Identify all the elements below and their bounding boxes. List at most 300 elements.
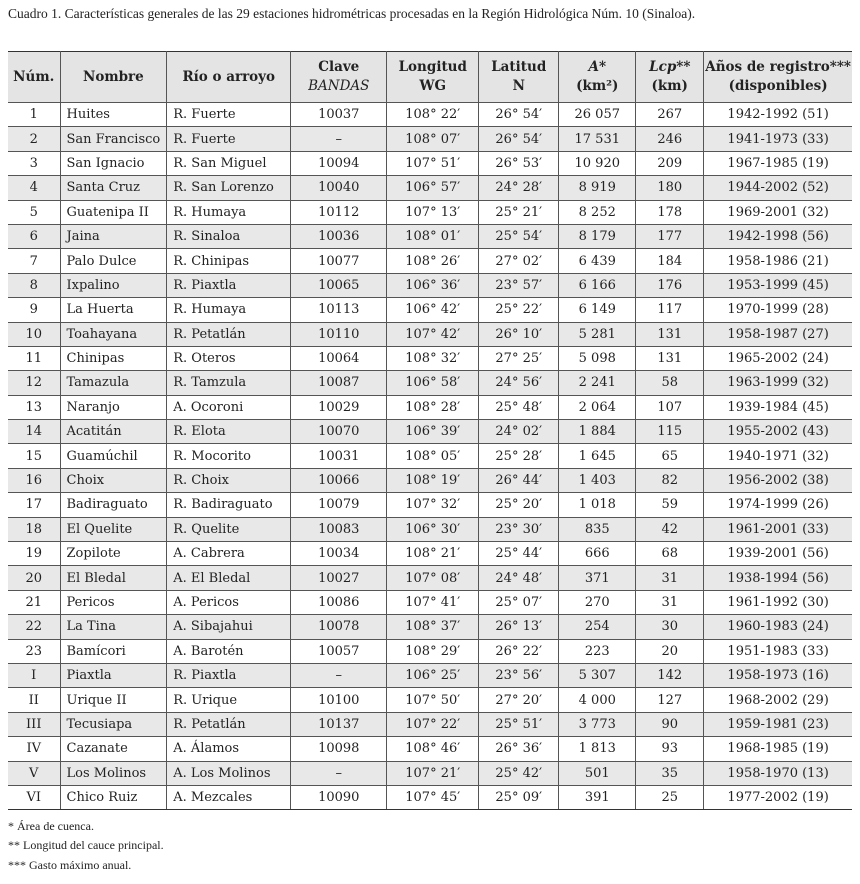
cell-latitud: 24° 56′ <box>479 371 559 395</box>
cell-nombre: Badiraguato <box>60 493 167 517</box>
cell-num: 3 <box>8 151 60 175</box>
table-row <box>8 322 852 346</box>
cell-longitud: 107° 32′ <box>387 493 479 517</box>
cell-area: 8 919 <box>559 176 636 200</box>
table-row <box>8 444 852 468</box>
cell-nombre: Los Molinos <box>60 761 167 785</box>
header-nombre: Nombre <box>60 52 167 103</box>
cell-clave: – <box>291 761 387 785</box>
table-row <box>8 566 852 590</box>
cell-anos: 1953-1999 (45) <box>704 273 852 297</box>
cell-clave: 10087 <box>291 371 387 395</box>
header-row <box>8 52 852 103</box>
table-row <box>8 737 852 761</box>
cell-anos: 1938-1994 (56) <box>704 566 852 590</box>
cell-anos: 1969-2001 (32) <box>704 200 852 224</box>
cell-nombre: El Quelite <box>60 517 167 541</box>
cell-latitud: 25° 44′ <box>479 542 559 566</box>
cell-longitud: 108° 32′ <box>387 346 479 370</box>
cell-longitud: 108° 01′ <box>387 224 479 248</box>
table-row <box>8 785 852 809</box>
footnote-lcp: ** Longitud del cauce principal. <box>8 838 164 852</box>
table-row <box>8 127 852 151</box>
cell-rio: A. Mezcales <box>167 785 291 809</box>
cell-lcp: 90 <box>636 712 704 736</box>
cell-area: 501 <box>559 761 636 785</box>
cell-rio: R. Humaya <box>167 200 291 224</box>
stations-table <box>8 51 852 810</box>
cell-anos: 1956-2002 (38) <box>704 468 852 492</box>
cell-latitud: 25° 07′ <box>479 590 559 614</box>
cell-num: 17 <box>8 493 60 517</box>
cell-area: 666 <box>559 542 636 566</box>
cell-area: 6 149 <box>559 298 636 322</box>
table-row <box>8 663 852 687</box>
cell-area: 10 920 <box>559 151 636 175</box>
table-row <box>8 712 852 736</box>
table-row <box>8 590 852 614</box>
cell-rio: R. Elota <box>167 420 291 444</box>
header-lat-line2: N <box>512 78 525 94</box>
cell-lcp: 131 <box>636 346 704 370</box>
cell-latitud: 23° 30′ <box>479 517 559 541</box>
table-row <box>8 395 852 419</box>
table-row <box>8 468 852 492</box>
cell-num: II <box>8 688 60 712</box>
cell-nombre: Bamícori <box>60 639 167 663</box>
cell-anos: 1967-1985 (19) <box>704 151 852 175</box>
cell-lcp: 142 <box>636 663 704 687</box>
table-row <box>8 493 852 517</box>
cell-anos: 1960-1983 (24) <box>704 615 852 639</box>
cell-area: 5 281 <box>559 322 636 346</box>
cell-anos: 1940-1971 (32) <box>704 444 852 468</box>
table-row <box>8 273 852 297</box>
cell-clave: 10079 <box>291 493 387 517</box>
header-anos-line2: (disponibles) <box>728 78 828 94</box>
cell-num: IV <box>8 737 60 761</box>
cell-latitud: 24° 02′ <box>479 420 559 444</box>
header-clave <box>291 52 387 103</box>
cell-lcp: 180 <box>636 176 704 200</box>
cell-area: 8 252 <box>559 200 636 224</box>
cell-latitud: 26° 36′ <box>479 737 559 761</box>
cell-anos: 1958-1986 (21) <box>704 249 852 273</box>
cell-num: 23 <box>8 639 60 663</box>
cell-nombre: Jaina <box>60 224 167 248</box>
cell-area: 270 <box>559 590 636 614</box>
cell-longitud: 106° 57′ <box>387 176 479 200</box>
cell-lcp: 246 <box>636 127 704 151</box>
cell-rio: R. Fuerte <box>167 127 291 151</box>
cell-num: 8 <box>8 273 60 297</box>
cell-nombre: Toahayana <box>60 322 167 346</box>
cell-num: 5 <box>8 200 60 224</box>
cell-lcp: 176 <box>636 273 704 297</box>
cell-latitud: 25° 51′ <box>479 712 559 736</box>
cell-clave: 10057 <box>291 639 387 663</box>
header-anos <box>704 52 852 103</box>
cell-rio: R. Tamzula <box>167 371 291 395</box>
table-row <box>8 151 852 175</box>
cell-clave: – <box>291 663 387 687</box>
cell-num: III <box>8 712 60 736</box>
table-row <box>8 688 852 712</box>
cell-nombre: Acatitán <box>60 420 167 444</box>
cell-anos: 1961-1992 (30) <box>704 590 852 614</box>
cell-clave: 10137 <box>291 712 387 736</box>
cell-anos: 1942-1998 (56) <box>704 224 852 248</box>
cell-nombre: La Tina <box>60 615 167 639</box>
header-lon-line1: Longitud <box>398 59 467 75</box>
cell-latitud: 25° 09′ <box>479 785 559 809</box>
cell-nombre: San Francisco <box>60 127 167 151</box>
cell-longitud: 107° 41′ <box>387 590 479 614</box>
cell-clave: 10066 <box>291 468 387 492</box>
cell-latitud: 24° 48′ <box>479 566 559 590</box>
cell-clave: 10112 <box>291 200 387 224</box>
cell-num: 20 <box>8 566 60 590</box>
cell-num: I <box>8 663 60 687</box>
cell-anos: 1942-1992 (51) <box>704 103 852 127</box>
cell-longitud: 107° 50′ <box>387 688 479 712</box>
table-row <box>8 371 852 395</box>
cell-clave: 10040 <box>291 176 387 200</box>
cell-area: 835 <box>559 517 636 541</box>
cell-clave: 10078 <box>291 615 387 639</box>
header-lat-line1: Latitud <box>491 59 547 75</box>
cell-lcp: 58 <box>636 371 704 395</box>
cell-latitud: 26° 13′ <box>479 615 559 639</box>
cell-clave: 10065 <box>291 273 387 297</box>
cell-rio: R. Humaya <box>167 298 291 322</box>
cell-area: 223 <box>559 639 636 663</box>
cell-nombre: Zopilote <box>60 542 167 566</box>
cell-area: 371 <box>559 566 636 590</box>
table-row <box>8 517 852 541</box>
cell-anos: 1958-1973 (16) <box>704 663 852 687</box>
cell-rio: R. Piaxtla <box>167 273 291 297</box>
cell-latitud: 26° 22′ <box>479 639 559 663</box>
cell-lcp: 31 <box>636 566 704 590</box>
table-row <box>8 542 852 566</box>
cell-nombre: El Bledal <box>60 566 167 590</box>
cell-lcp: 184 <box>636 249 704 273</box>
cell-area: 5 098 <box>559 346 636 370</box>
cell-area: 254 <box>559 615 636 639</box>
cell-clave: 10037 <box>291 103 387 127</box>
cell-clave: – <box>291 127 387 151</box>
cell-num: 16 <box>8 468 60 492</box>
footnote-area: * Área de cuenca. <box>8 819 94 833</box>
cell-num: 12 <box>8 371 60 395</box>
cell-lcp: 177 <box>636 224 704 248</box>
cell-area: 2 064 <box>559 395 636 419</box>
cell-rio: R. Choix <box>167 468 291 492</box>
cell-longitud: 108° 19′ <box>387 468 479 492</box>
cell-longitud: 108° 05′ <box>387 444 479 468</box>
cell-clave: 10110 <box>291 322 387 346</box>
header-num: Núm. <box>8 52 60 103</box>
cell-num: VI <box>8 785 60 809</box>
cell-area: 3 773 <box>559 712 636 736</box>
cell-lcp: 115 <box>636 420 704 444</box>
cell-clave: 10100 <box>291 688 387 712</box>
cell-anos: 1961-2001 (33) <box>704 517 852 541</box>
header-lon-line2: WG <box>419 78 447 94</box>
cell-latitud: 26° 53′ <box>479 151 559 175</box>
cell-clave: 10098 <box>291 737 387 761</box>
cell-num: 15 <box>8 444 60 468</box>
cell-longitud: 108° 07′ <box>387 127 479 151</box>
cell-latitud: 27° 02′ <box>479 249 559 273</box>
cell-num: 13 <box>8 395 60 419</box>
cell-area: 391 <box>559 785 636 809</box>
cell-anos: 1951-1983 (33) <box>704 639 852 663</box>
cell-rio: A. Pericos <box>167 590 291 614</box>
cell-area: 1 884 <box>559 420 636 444</box>
cell-latitud: 27° 25′ <box>479 346 559 370</box>
cell-num: 21 <box>8 590 60 614</box>
cell-longitud: 107° 08′ <box>387 566 479 590</box>
cell-latitud: 25° 54′ <box>479 224 559 248</box>
cell-rio: R. Quelite <box>167 517 291 541</box>
header-clave-line1: Clave <box>318 59 360 75</box>
cell-nombre: Huites <box>60 103 167 127</box>
cell-clave: 10027 <box>291 566 387 590</box>
header-rio: Río o arroyo <box>167 52 291 103</box>
cell-lcp: 30 <box>636 615 704 639</box>
cell-lcp: 267 <box>636 103 704 127</box>
cell-num: 1 <box>8 103 60 127</box>
cell-latitud: 23° 57′ <box>479 273 559 297</box>
header-area-line1: A* <box>588 59 607 75</box>
cell-longitud: 108° 26′ <box>387 249 479 273</box>
cell-clave: 10094 <box>291 151 387 175</box>
cell-rio: R. San Miguel <box>167 151 291 175</box>
cell-lcp: 131 <box>636 322 704 346</box>
cell-clave: 10083 <box>291 517 387 541</box>
header-anos-line1: Años de registro*** <box>705 59 851 75</box>
cell-latitud: 26° 44′ <box>479 468 559 492</box>
cell-longitud: 107° 13′ <box>387 200 479 224</box>
cell-clave: 10036 <box>291 224 387 248</box>
cell-area: 8 179 <box>559 224 636 248</box>
cell-nombre: Santa Cruz <box>60 176 167 200</box>
cell-latitud: 23° 56′ <box>479 663 559 687</box>
cell-clave: 10031 <box>291 444 387 468</box>
cell-longitud: 106° 58′ <box>387 371 479 395</box>
header-lcp-line1: Lcp** <box>649 59 691 75</box>
cell-lcp: 20 <box>636 639 704 663</box>
header-lcp-line2: (km) <box>651 78 688 94</box>
cell-nombre: Cazanate <box>60 737 167 761</box>
cell-nombre: San Ignacio <box>60 151 167 175</box>
cell-clave: 10034 <box>291 542 387 566</box>
cell-anos: 1955-2002 (43) <box>704 420 852 444</box>
cell-latitud: 26° 54′ <box>479 127 559 151</box>
table-row <box>8 420 852 444</box>
cell-anos: 1963-1999 (32) <box>704 371 852 395</box>
cell-rio: R. San Lorenzo <box>167 176 291 200</box>
cell-latitud: 25° 48′ <box>479 395 559 419</box>
cell-longitud: 106° 42′ <box>387 298 479 322</box>
cell-longitud: 108° 28′ <box>387 395 479 419</box>
cell-num: 18 <box>8 517 60 541</box>
header-clave-line2: BANDAS <box>308 78 370 94</box>
header-area-line2: (km²) <box>576 78 619 94</box>
cell-rio: R. Badiraguato <box>167 493 291 517</box>
cell-latitud: 26° 54′ <box>479 103 559 127</box>
cell-longitud: 107° 45′ <box>387 785 479 809</box>
cell-nombre: Tamazula <box>60 371 167 395</box>
cell-anos: 1977-2002 (19) <box>704 785 852 809</box>
cell-latitud: 24° 28′ <box>479 176 559 200</box>
cell-anos: 1939-2001 (56) <box>704 542 852 566</box>
cell-anos: 1974-1999 (26) <box>704 493 852 517</box>
cell-lcp: 65 <box>636 444 704 468</box>
cell-rio: R. Petatlán <box>167 712 291 736</box>
cell-anos: 1958-1970 (13) <box>704 761 852 785</box>
cell-longitud: 107° 22′ <box>387 712 479 736</box>
cell-clave: 10077 <box>291 249 387 273</box>
table-row <box>8 200 852 224</box>
cell-rio: A. Ocoroni <box>167 395 291 419</box>
cell-anos: 1959-1981 (23) <box>704 712 852 736</box>
cell-longitud: 106° 25′ <box>387 663 479 687</box>
cell-longitud: 106° 30′ <box>387 517 479 541</box>
cell-lcp: 117 <box>636 298 704 322</box>
cell-lcp: 25 <box>636 785 704 809</box>
cell-longitud: 107° 21′ <box>387 761 479 785</box>
cell-rio: R. Piaxtla <box>167 663 291 687</box>
cell-rio: A. Álamos <box>167 737 291 761</box>
cell-anos: 1968-1985 (19) <box>704 737 852 761</box>
cell-area: 2 241 <box>559 371 636 395</box>
cell-rio: R. Mocorito <box>167 444 291 468</box>
cell-nombre: Guatenipa II <box>60 200 167 224</box>
cell-longitud: 106° 39′ <box>387 420 479 444</box>
cell-rio: A. El Bledal <box>167 566 291 590</box>
cell-rio: A. Sibajahui <box>167 615 291 639</box>
cell-clave: 10113 <box>291 298 387 322</box>
cell-clave: 10064 <box>291 346 387 370</box>
cell-latitud: 25° 21′ <box>479 200 559 224</box>
cell-anos: 1968-2002 (29) <box>704 688 852 712</box>
footnote-gasto: *** Gasto máximo anual. <box>8 858 132 872</box>
cell-longitud: 106° 36′ <box>387 273 479 297</box>
cell-lcp: 178 <box>636 200 704 224</box>
cell-rio: A. Cabrera <box>167 542 291 566</box>
table-row <box>8 639 852 663</box>
cell-num: V <box>8 761 60 785</box>
cell-nombre: Chico Ruiz <box>60 785 167 809</box>
cell-rio: R. Sinaloa <box>167 224 291 248</box>
cell-latitud: 25° 28′ <box>479 444 559 468</box>
cell-rio: A. Los Molinos <box>167 761 291 785</box>
cell-lcp: 107 <box>636 395 704 419</box>
cell-area: 4 000 <box>559 688 636 712</box>
cell-nombre: Piaxtla <box>60 663 167 687</box>
cell-rio: A. Barotén <box>167 639 291 663</box>
table-row <box>8 615 852 639</box>
cell-rio: R. Oteros <box>167 346 291 370</box>
cell-rio: R. Chinipas <box>167 249 291 273</box>
header-latitud <box>479 52 559 103</box>
cell-area: 1 018 <box>559 493 636 517</box>
cell-num: 22 <box>8 615 60 639</box>
cell-nombre: Choix <box>60 468 167 492</box>
cell-lcp: 209 <box>636 151 704 175</box>
cell-longitud: 108° 22′ <box>387 103 479 127</box>
cell-clave: 10070 <box>291 420 387 444</box>
cell-nombre: Palo Dulce <box>60 249 167 273</box>
cell-num: 9 <box>8 298 60 322</box>
cell-area: 17 531 <box>559 127 636 151</box>
cell-num: 14 <box>8 420 60 444</box>
cell-lcp: 82 <box>636 468 704 492</box>
table-row <box>8 346 852 370</box>
cell-num: 4 <box>8 176 60 200</box>
table-row <box>8 298 852 322</box>
cell-latitud: 25° 20′ <box>479 493 559 517</box>
cell-num: 2 <box>8 127 60 151</box>
cell-latitud: 25° 42′ <box>479 761 559 785</box>
cell-latitud: 25° 22′ <box>479 298 559 322</box>
cell-rio: R. Urique <box>167 688 291 712</box>
cell-rio: R. Fuerte <box>167 103 291 127</box>
cell-area: 6 439 <box>559 249 636 273</box>
cell-num: 10 <box>8 322 60 346</box>
cell-longitud: 108° 46′ <box>387 737 479 761</box>
cell-longitud: 107° 51′ <box>387 151 479 175</box>
cell-area: 1 645 <box>559 444 636 468</box>
cell-nombre: Pericos <box>60 590 167 614</box>
cell-nombre: Tecusiapa <box>60 712 167 736</box>
cell-longitud: 107° 42′ <box>387 322 479 346</box>
cell-clave: 10029 <box>291 395 387 419</box>
cell-anos: 1944-2002 (52) <box>704 176 852 200</box>
table-row <box>8 249 852 273</box>
cell-nombre: La Huerta <box>60 298 167 322</box>
cell-longitud: 108° 29′ <box>387 639 479 663</box>
cell-num: 11 <box>8 346 60 370</box>
table-row <box>8 176 852 200</box>
cell-area: 6 166 <box>559 273 636 297</box>
cell-rio: R. Petatlán <box>167 322 291 346</box>
cell-latitud: 26° 10′ <box>479 322 559 346</box>
header-area <box>559 52 636 103</box>
cell-lcp: 59 <box>636 493 704 517</box>
cell-nombre: Guamúchil <box>60 444 167 468</box>
cell-num: 19 <box>8 542 60 566</box>
cell-nombre: Chinipas <box>60 346 167 370</box>
cell-nombre: Urique II <box>60 688 167 712</box>
cell-latitud: 27° 20′ <box>479 688 559 712</box>
cell-lcp: 68 <box>636 542 704 566</box>
table-caption: Cuadro 1. Características generales de las 29 estaciones hidrométricas procesadas en la Región Hidrológica Núm. 10 (Sinaloa). <box>8 6 696 21</box>
cell-nombre: Naranjo <box>60 395 167 419</box>
table-row <box>8 224 852 248</box>
cell-area: 26 057 <box>559 103 636 127</box>
cell-nombre: Ixpalino <box>60 273 167 297</box>
cell-lcp: 127 <box>636 688 704 712</box>
cell-anos: 1965-2002 (24) <box>704 346 852 370</box>
cell-clave: 10086 <box>291 590 387 614</box>
cell-area: 1 403 <box>559 468 636 492</box>
cell-anos: 1958-1987 (27) <box>704 322 852 346</box>
cell-lcp: 35 <box>636 761 704 785</box>
